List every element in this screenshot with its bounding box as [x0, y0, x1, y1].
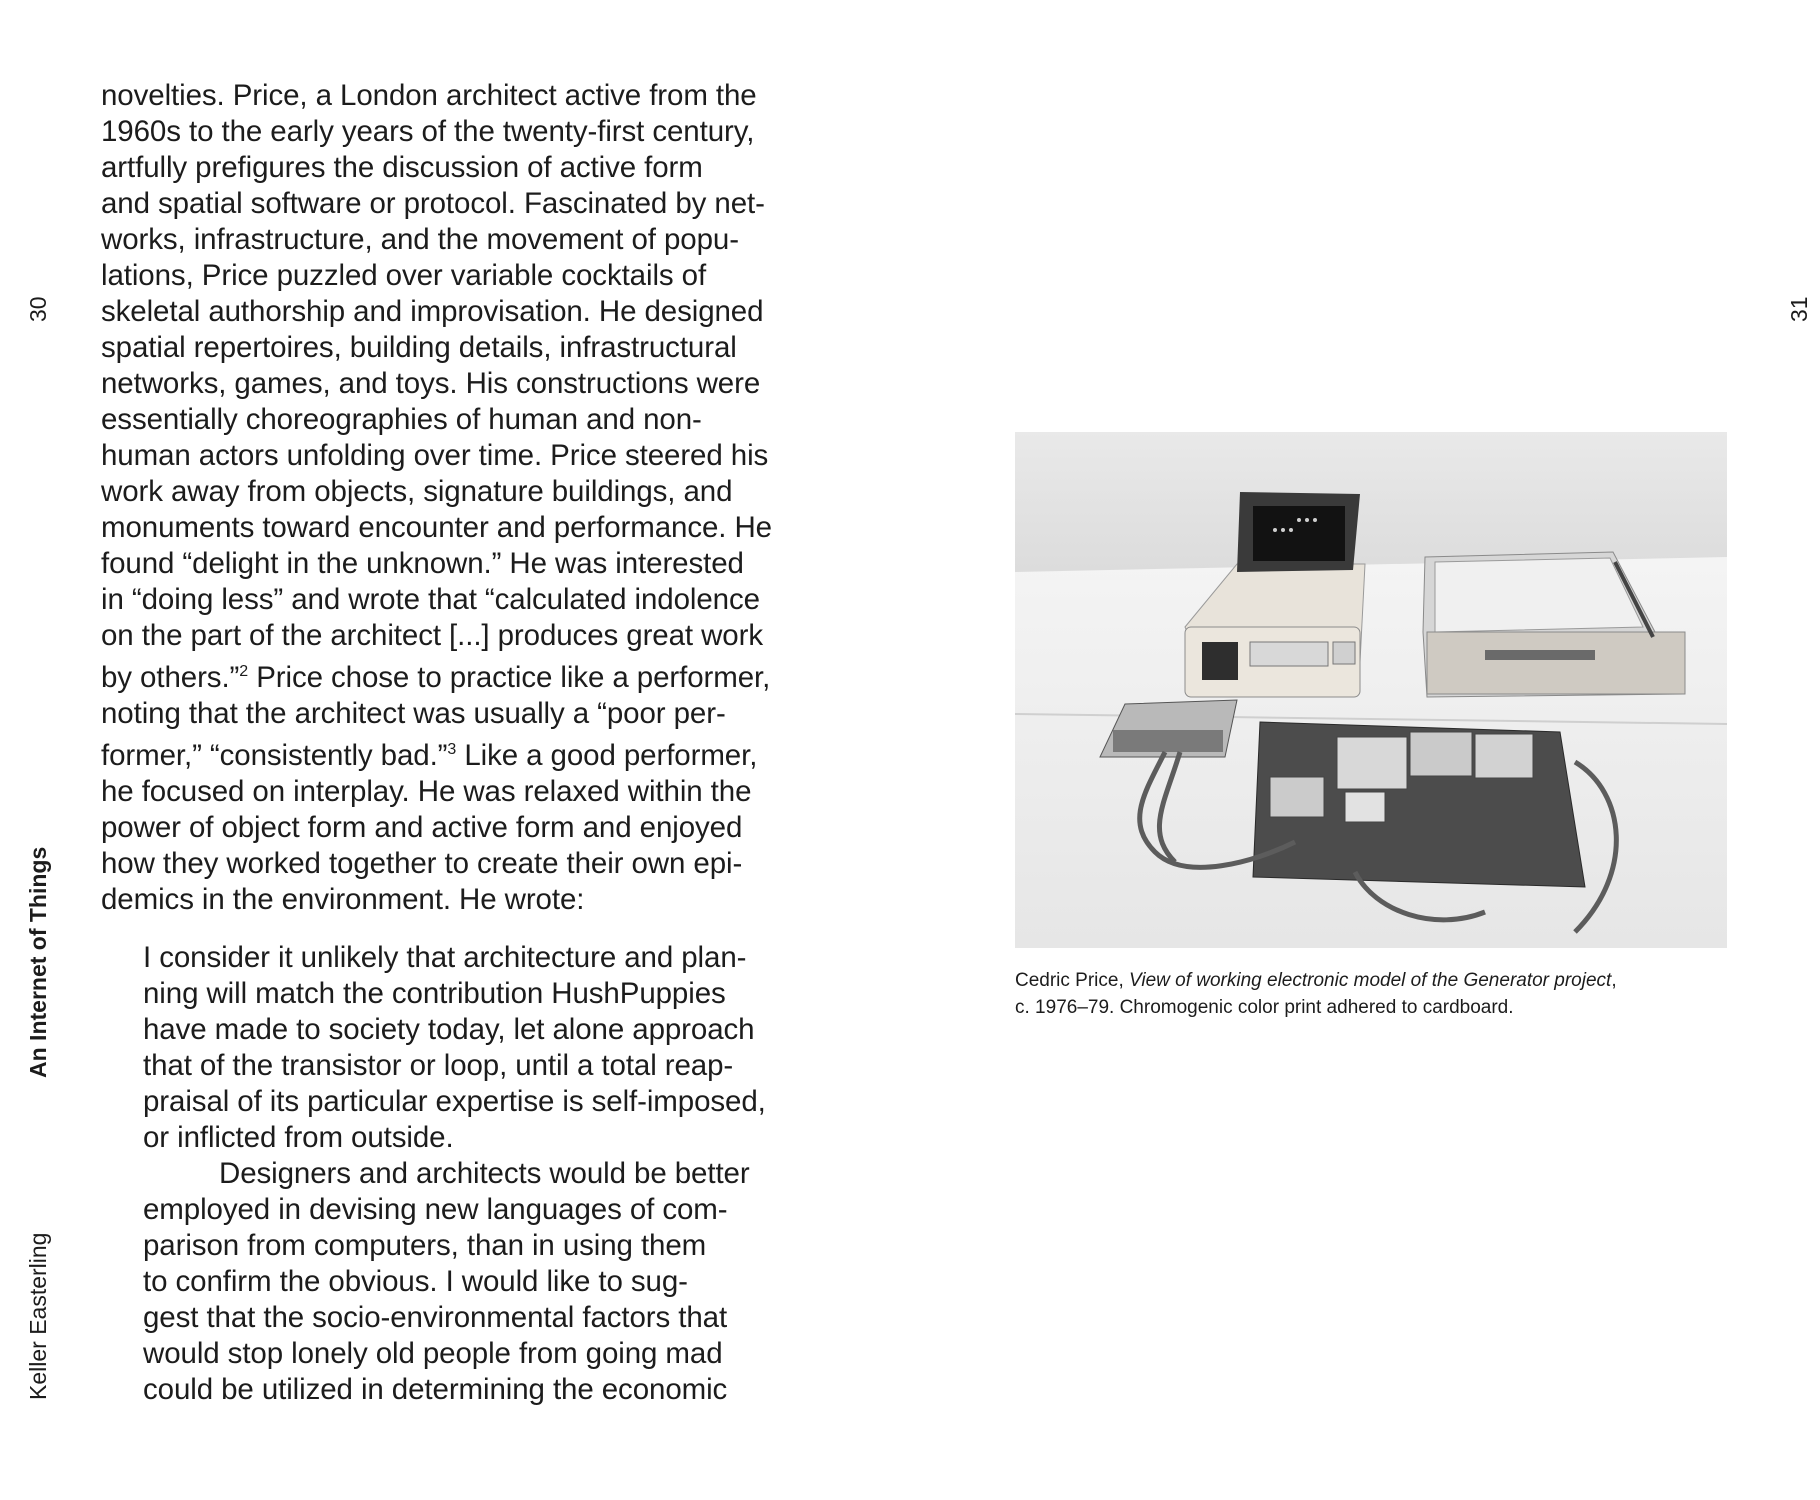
text-line: artfully prefigures the discussion of active form	[101, 151, 703, 184]
text-line: monuments toward encounter and performance. He	[101, 511, 772, 544]
quote-line: parison from computers, than in using them	[143, 1229, 707, 1262]
text-line	[101, 654, 821, 696]
text-line: demics in the environment. He wrote:	[101, 882, 585, 916]
quote-line: could be utilized in determining the economic	[143, 1373, 728, 1406]
text-line: noting that the architect was usually a “poor per-	[101, 696, 726, 730]
quote-line: praisal of its particular expertise is self-imposed,	[143, 1085, 766, 1118]
text-fragment: by others.”	[101, 660, 240, 694]
quote-line: Designers and architects would be better	[219, 1157, 750, 1190]
figure-photograph	[1015, 432, 1727, 948]
text-line: on the part of the architect [...] produces great work	[101, 619, 763, 652]
caption-title: View of working electronic model of the Generator project	[1129, 970, 1612, 991]
text-line: 1960s to the early years of the twenty-first century,	[101, 115, 755, 148]
text-fragment: Like a good performer,	[464, 738, 758, 772]
running-author: Keller Easterling	[25, 1232, 51, 1400]
quote-line: I consider it unlikely that architecture and plan-	[143, 941, 747, 974]
text-line	[101, 732, 821, 774]
text-line: novelties. Price, a London architect active from the	[101, 79, 757, 112]
text-line: skeletal authorship and improvisation. He designed	[101, 295, 764, 328]
figure-caption	[1015, 967, 1715, 1021]
caption-author: Cedric Price,	[1015, 970, 1130, 991]
quote-line: have made to society today, let alone approach	[143, 1013, 755, 1046]
text-line: essentially choreographies of human and non-	[101, 403, 702, 436]
page-number-left: 30	[25, 296, 51, 322]
text-line: he focused on interplay. He was relaxed within the	[101, 774, 752, 808]
text-fragment: Price chose to practice like a performer,	[256, 660, 771, 694]
page-number-right: 31	[1786, 296, 1812, 322]
text-line: found “delight in the unknown.” He was interested	[101, 547, 744, 580]
footnote-ref: 3	[447, 740, 457, 758]
text-line: power of object form and active form and enjoyed	[101, 810, 743, 844]
quote-line: ning will match the contribution HushPuppies	[143, 977, 726, 1010]
text-line: how they worked together to create their own epi-	[101, 846, 743, 880]
text-fragment: former,” “consistently bad.”	[101, 738, 448, 772]
text-line: and spatial software or protocol. Fascinated by net-	[101, 187, 765, 220]
quote-line: or inflicted from outside.	[143, 1121, 454, 1154]
quote-line: gest that the socio-environmental factors that	[143, 1301, 728, 1334]
text-line: in “doing less” and wrote that “calculated indolence	[101, 583, 760, 616]
generator-model-photo	[1015, 432, 1727, 948]
text-line: lations, Price puzzled over variable cocktails of	[101, 259, 707, 292]
quote-line: employed in devising new languages of com-	[143, 1193, 728, 1226]
text-line: human actors unfolding over time. Price steered his	[101, 439, 769, 472]
text-line: networks, games, and toys. His constructions were	[101, 367, 761, 400]
quote-line: that of the transistor or loop, until a total reap-	[143, 1049, 734, 1082]
block-quote	[143, 940, 833, 1408]
quote-line: would stop lonely old people from going mad	[143, 1337, 723, 1370]
caption-line	[1015, 967, 1715, 994]
body-text	[101, 78, 821, 918]
caption-line: c. 1976–79. Chromogenic color print adhered to cardboard.	[1015, 997, 1514, 1018]
text-line: works, infrastructure, and the movement of popu-	[101, 223, 739, 256]
text-line: work away from objects, signature buildings, and	[101, 475, 733, 508]
text-line: spatial repertoires, building details, infrastructural	[101, 331, 737, 364]
circuit-board	[1253, 722, 1585, 887]
footnote-ref: 2	[239, 663, 249, 680]
quote-line: to confirm the obvious. I would like to sug-	[143, 1265, 688, 1298]
running-title: An Internet of Things	[25, 846, 51, 1078]
caption-punct: ,	[1611, 970, 1617, 991]
